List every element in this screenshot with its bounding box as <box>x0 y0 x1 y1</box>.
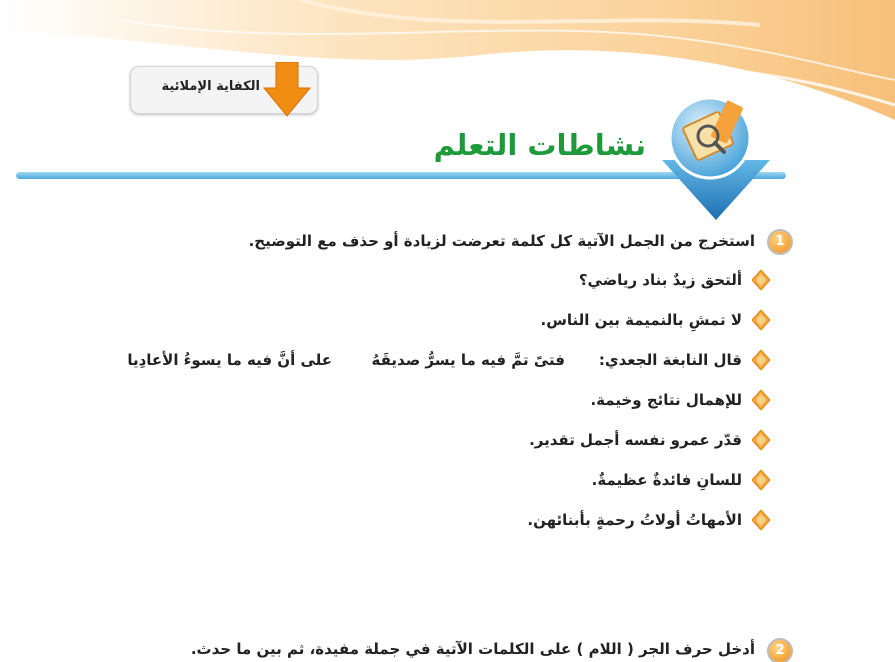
section-title: نشاطات التعلم <box>433 128 646 162</box>
list-item: قال النابغة الجعدي: <box>598 351 742 369</box>
diamond-bullet-icon <box>752 270 770 290</box>
diamond-bullet-icon <box>752 510 770 530</box>
diamond-bullet-icon <box>752 470 770 490</box>
list-item: للسانِ فائدةٌ عظيمةٌ. <box>591 471 742 489</box>
magnifier-icon <box>660 92 775 222</box>
question-text: أدخل حرف الجر ( اللام ) على الكلمات الآتية في جملة مفيدة، ثم بين ما حدث. <box>190 640 755 658</box>
list-item: قدّر عمرو نفسه أجمل تقدير. <box>529 431 742 449</box>
question-number: 1 <box>769 231 791 253</box>
question-number: 2 <box>769 640 791 662</box>
diamond-bullet-icon <box>752 390 770 410</box>
poem-second-hemistich: على أنَّ فيه ما يسوءُ الأعادِيا <box>127 351 332 369</box>
list-item: لا تمشِ بالنميمة بين الناس. <box>540 311 742 329</box>
list-item: للإهمال نتائج وخيمة. <box>590 391 742 409</box>
diamond-bullet-icon <box>752 310 770 330</box>
arrow-down-icon <box>262 62 312 118</box>
competency-badge-label: الكفاية الإملائية <box>161 79 260 94</box>
poem-first-hemistich: فتىً تمَّ فيه ما يسرُّ صديقَهُ <box>371 351 565 369</box>
diamond-bullet-icon <box>752 350 770 370</box>
list-item: الأمهاتُ أولاتُ رحمةٍ بأبنائهن. <box>527 511 742 529</box>
question-text: استخرج من الجمل الآتية كل كلمة تعرضت لزيادة أو حذف مع التوضيح. <box>248 232 755 250</box>
diamond-bullet-icon <box>752 430 770 450</box>
list-item: ألتحق زيدٌ بناد رياضي؟ <box>578 271 742 289</box>
